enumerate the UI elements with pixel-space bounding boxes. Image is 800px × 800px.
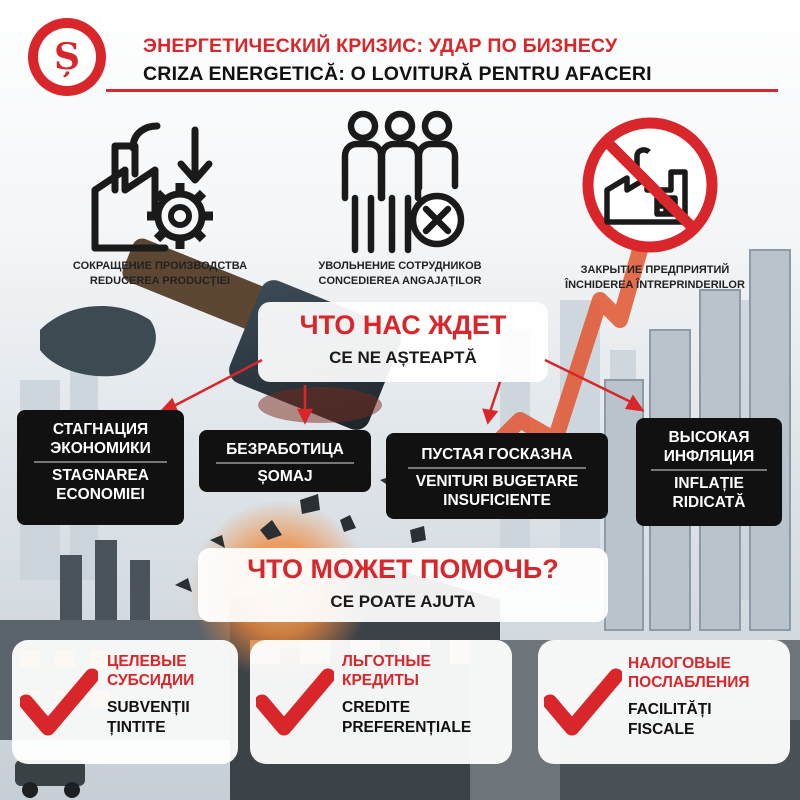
consequence-ro-line: ȘOMAJ [257, 467, 313, 485]
title-russian: ЭНЕРГЕТИЧЕСКИЙ КРИЗИС: УДАР ПО БИЗНЕСУ [143, 35, 618, 57]
impact-ro: REDUCEREA PRODUCȚIEI [89, 275, 231, 287]
consequence-ru-line: БЕЗРАБОТИЦА [226, 441, 344, 458]
impact-ro: ÎNCHIDEREA ÎNTREPRINDERILOR [565, 279, 745, 291]
consequence-stagnation [17, 410, 184, 525]
impact-ro: CONCEDIEREA ANGAJAȚILOR [318, 275, 482, 287]
solution-ru-line: ЦЕЛЕВЫЕ [107, 653, 187, 670]
solution-ru-line: НАЛОГОВЫЕ [628, 655, 731, 672]
separator [651, 469, 768, 471]
impact-ru: УВОЛЬНЕНИЕ СОТРУДНИКОВ [318, 260, 482, 272]
separator [216, 462, 354, 464]
solution-ro-line: CREDITE [342, 699, 411, 716]
awaits-ro: CE NE AȘTEAPTĂ [329, 348, 477, 367]
solution-ro-line: SUBVENȚII [107, 699, 190, 716]
red-check-icon [20, 668, 98, 738]
solution-ru-line: КРЕДИТЫ [342, 672, 419, 689]
consequence-budget [386, 433, 608, 519]
red-check-icon [544, 668, 622, 738]
consequence-ro-line: INSUFICIENTE [443, 491, 551, 509]
consequence-ru-line: ИНФЛЯЦИЯ [663, 448, 755, 465]
consequence-unemployment [199, 430, 371, 492]
help-ro: CE POATE AJUTA [330, 592, 476, 611]
title-romanian: CRIZA ENERGETICĂ: O LOVITURĂ PENTRU AFACERI [143, 63, 652, 85]
consequence-inflation [636, 418, 782, 526]
solution-ro-line: PREFERENȚIALE [342, 719, 472, 736]
consequence-ro-line: RIDICATĂ [672, 493, 746, 511]
consequence-ro-line: ECONOMIEI [56, 485, 145, 503]
separator [34, 461, 168, 463]
logo-letter: Ș [54, 36, 80, 78]
solution-subsidies [12, 640, 238, 764]
impact-ru: ЗАКРЫТИЕ ПРЕДПРИЯТИЙ [580, 264, 730, 276]
solution-ru-line: ПОСЛАБЛЕНИЯ [628, 674, 750, 691]
awaits-ru: ЧТО НАС ЖДЕТ [299, 310, 507, 340]
consequence-ro-line: VENITURI BUGETARE [415, 472, 579, 490]
solution-ru-line: СУБСИДИИ [107, 672, 195, 689]
impact-ru: СОКРАЩЕНИЕ ПРОИЗВОДСТВА [72, 260, 248, 272]
consequence-ro-line: STAGNAREA [51, 466, 150, 484]
red-check-icon [256, 668, 334, 738]
consequence-ru-line: ВЫСОКАЯ [668, 429, 750, 446]
consequence-ru-line: ПУСТАЯ ГОСКАЗНА [421, 446, 573, 463]
solution-credits [250, 640, 512, 764]
consequence-ru-line: СТАГНАЦИЯ [52, 421, 149, 438]
help-ru: ЧТО МОЖЕТ ПОМОЧЬ? [247, 554, 559, 584]
solution-ro-line: FISCALE [628, 721, 695, 738]
solution-ru-line: ЛЬГОТНЫЕ [342, 653, 431, 670]
help-label-box [198, 548, 608, 622]
solution-tax-relief [538, 640, 790, 764]
separator [408, 467, 586, 469]
consequence-ro-line: INFLAȚIE [674, 474, 744, 492]
solution-ro-line: ȚINTITE [107, 719, 166, 736]
solution-ro-line: FACILITĂȚI [628, 701, 712, 718]
consequence-ru-line: ЭКОНОМИКИ [50, 440, 151, 457]
